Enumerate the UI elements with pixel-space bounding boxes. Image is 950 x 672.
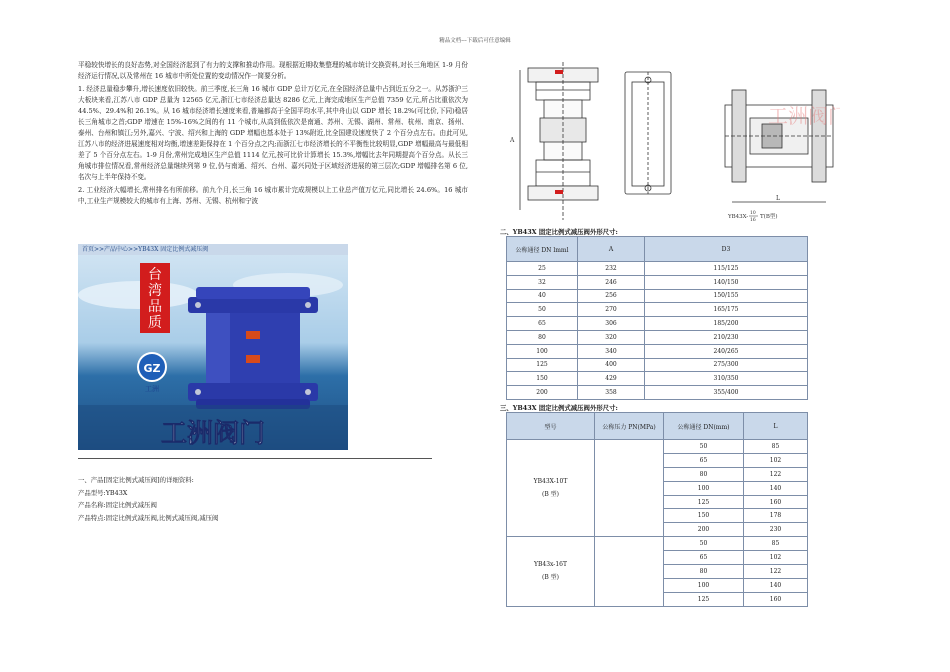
front-view: [520, 62, 598, 220]
table-row: [507, 537, 808, 551]
table-cell: 256: [578, 289, 645, 303]
svg-text:GZ: GZ: [143, 362, 161, 375]
table-row: [507, 303, 808, 317]
col-model: 型号: [507, 413, 595, 440]
col-l: L: [744, 413, 808, 440]
table3-title: 三、YB43X 固定比例式减压阀外形尺寸:: [500, 404, 618, 412]
table-cell: 140: [744, 578, 808, 592]
product-photo: [78, 255, 348, 450]
table-cell: 80: [664, 467, 744, 481]
table-row: [507, 330, 808, 344]
pressure-cell: [595, 537, 664, 606]
svg-text:质: 质: [148, 315, 162, 331]
table-row: [507, 386, 808, 400]
model-type: (B 型): [542, 491, 559, 499]
dimension-label-a: A: [510, 137, 515, 144]
table-cell: 102: [744, 551, 808, 565]
table-cell: 165/175: [645, 303, 808, 317]
svg-text:YB43X-: YB43X-: [728, 214, 749, 220]
table-cell: 270: [578, 303, 645, 317]
table-cell: 160: [744, 495, 808, 509]
table-cell: 178: [744, 509, 808, 523]
table-cell: 320: [578, 330, 645, 344]
svg-text:工洲: 工洲: [145, 385, 159, 393]
dimension-table-a: [506, 236, 808, 400]
svg-text:台: 台: [148, 267, 162, 283]
table-cell: 50: [507, 303, 578, 317]
page-header: 精品文档---下载后可任意编辑: [439, 38, 511, 44]
col-a: A: [578, 237, 645, 262]
table-cell: 340: [578, 344, 645, 358]
table-cell: 232: [578, 262, 645, 276]
table-cell: 100: [507, 344, 578, 358]
table-cell: 80: [507, 330, 578, 344]
breadcrumb[interactable]: 首页>>产品中心>>YB43X 固定比例式减压阀: [78, 244, 348, 255]
table-cell: 85: [744, 537, 808, 551]
table-cell: 80: [664, 565, 744, 579]
table-cell: 32: [507, 275, 578, 289]
model-cell: [507, 440, 595, 537]
table-cell: 40: [507, 289, 578, 303]
dimension-table-b: [506, 412, 808, 607]
svg-text:16: 16: [750, 218, 756, 223]
dimension-label-l: L: [776, 195, 780, 202]
table-cell: 200: [507, 386, 578, 400]
paragraph-gdp: 1. 经济总量稳步攀升,增长速度依旧较快。前三季度,长三角 16 城市 GDP 总计万亿元,在全国经济总量中占到近五分之一。从苏浙沪三大板块来看,江苏八市 GDP 总量为 12565 亿元,浙江七市经济总量达 8286 亿元,上海完成地区生产总值 7359 亿元,所占比重依次为 44.5%、29.4%和 26.1%。从 16 城市经济增长速度来看,普遍都高于全国平均水平,其中舟山以 GDP 增长 18.2%(可比价,下同)稳居长三角城市之首;GDP 增速在 15%-16%之间的有 11 个城市,从高到低依次是南通、苏州、无锡、湖州、常州、杭州、南京、扬州、泰州、台州和镇江;另外,嘉兴、宁波、绍兴和上海的 GDP 增幅也基本处于 13%附近,比全国建设速度快了 2 个百分点左右。由此可见,江苏八市的经济进展速度相对均衡,增速差距保持在 1 个百分点之内;而浙江七市经济增长的不平衡性比较明显,GDP 增幅最高与最低相差了 5 个百分点左右。1-9 月份,常州完成地区生产总值 1114 亿元,按可比价计算增长 15.3%,增幅比去年同期提高个百分点。从长三角城市排位情况看,常州经济总量继续列第 9 位,仍与南通、绍兴、台州、嘉兴同处于区域经济进展的第三层次;GDP 增幅排名第 6 位,名次与上半年保持不变。: [78, 85, 468, 181]
paragraph-industry: 2. 工业经济大幅增长,常州排名有所前移。前九个月,长三角 16 城市累计完成规模以上工业总产值万亿元,同比增长 24.6%。16 城市中,工业生产规模较大的城市有上海、苏州、无锡、杭州和宁波: [78, 186, 468, 205]
table-cell: 246: [578, 275, 645, 289]
table-cell: 150/155: [645, 289, 808, 303]
valve-body: [188, 287, 318, 409]
valve-illustration: [78, 255, 348, 450]
table-cell: 200: [664, 523, 744, 537]
table-cell: 185/200: [645, 317, 808, 331]
specs-name: 产品名称:固定比例式减压阀: [78, 501, 157, 509]
table-cell: 65: [507, 317, 578, 331]
col-dn: 公称通径 DN lmml: [507, 237, 578, 262]
specs-model: 产品型号:YB43X: [78, 488, 128, 497]
svg-text:湾: 湾: [148, 283, 162, 299]
specs-feature: 产品特点:固定比例式减压阀,比例式减压阀,减压阀: [78, 513, 219, 522]
table-cell: 210/230: [645, 330, 808, 344]
paragraph-intro: 平稳较快增长的良好态势,对全国经济起到了有力的支撑和推动作用。现根据近期收集整理的城市统计交换资料,对长三角地区 1-9 月份经济运行情况,以及常州在 16 城市中所处位置的变动情况作一简要分析。: [78, 61, 468, 80]
table-cell: 100: [664, 481, 744, 495]
table-cell: 50: [664, 537, 744, 551]
product-specs: [78, 474, 378, 524]
technical-drawing: [500, 60, 840, 225]
svg-text:10: 10: [750, 211, 756, 216]
article-text: [78, 60, 468, 209]
table-cell: 122: [744, 565, 808, 579]
table-cell: 140: [744, 481, 808, 495]
table-cell: 230: [744, 523, 808, 537]
col-pn: 公称压力 PN(MPa): [595, 413, 664, 440]
table-cell: 160: [744, 592, 808, 606]
table-row: [507, 440, 808, 454]
table-cell: 65: [664, 551, 744, 565]
quality-badge: [140, 263, 170, 333]
model-name: YB43X-10T: [533, 478, 568, 486]
table-cell: 358: [578, 386, 645, 400]
table-cell: 65: [664, 453, 744, 467]
table-row: [507, 289, 808, 303]
drawing-watermark: 工洲阀门: [768, 104, 840, 128]
table2-title: 二、YB43X 固定比例式减压阀外形尺寸:: [500, 228, 618, 236]
table-cell: 275/300: [645, 358, 808, 372]
brand-logo-icon: [138, 353, 166, 393]
col-d3: D3: [645, 237, 808, 262]
table-cell: 400: [578, 358, 645, 372]
table-cell: 102: [744, 453, 808, 467]
table-cell: 150: [664, 509, 744, 523]
table-cell: 140/150: [645, 275, 808, 289]
table-row: [507, 372, 808, 386]
brand-text: 工洲阀门: [160, 419, 266, 449]
specs-heading: 一、产品[固定比例式减压阀]的详细资料:: [78, 476, 194, 484]
table-cell: 50: [664, 440, 744, 454]
table-row: [507, 344, 808, 358]
table-cell: 25: [507, 262, 578, 276]
table-row: [507, 358, 808, 372]
model-type: (B 型): [542, 574, 559, 582]
table-cell: 115/125: [645, 262, 808, 276]
table-cell: 355/400: [645, 386, 808, 400]
table-cell: 125: [507, 358, 578, 372]
svg-text:T(B型): T(B型): [760, 214, 778, 220]
svg-text:品: 品: [148, 299, 162, 315]
table-cell: 122: [744, 467, 808, 481]
table-cell: 125: [664, 495, 744, 509]
table-cell: 310/350: [645, 372, 808, 386]
side-view: [625, 72, 671, 194]
table-cell: 306: [578, 317, 645, 331]
drawing-svg: [500, 60, 840, 225]
table-cell: 150: [507, 372, 578, 386]
table-row: [507, 262, 808, 276]
table-cell: 429: [578, 372, 645, 386]
col-dn-mm: 公称通径 DN(mm): [664, 413, 744, 440]
table-cell: 100: [664, 578, 744, 592]
model-name: YB43x-16T: [534, 561, 567, 569]
model-cell: [507, 537, 595, 606]
table-cell: 240/265: [645, 344, 808, 358]
table-cell: 85: [744, 440, 808, 454]
section-divider: [78, 458, 432, 459]
pressure-cell: [595, 440, 664, 537]
table-row: [507, 275, 808, 289]
table-row: [507, 317, 808, 331]
drawing-caption: [727, 210, 778, 223]
table-cell: 125: [664, 592, 744, 606]
